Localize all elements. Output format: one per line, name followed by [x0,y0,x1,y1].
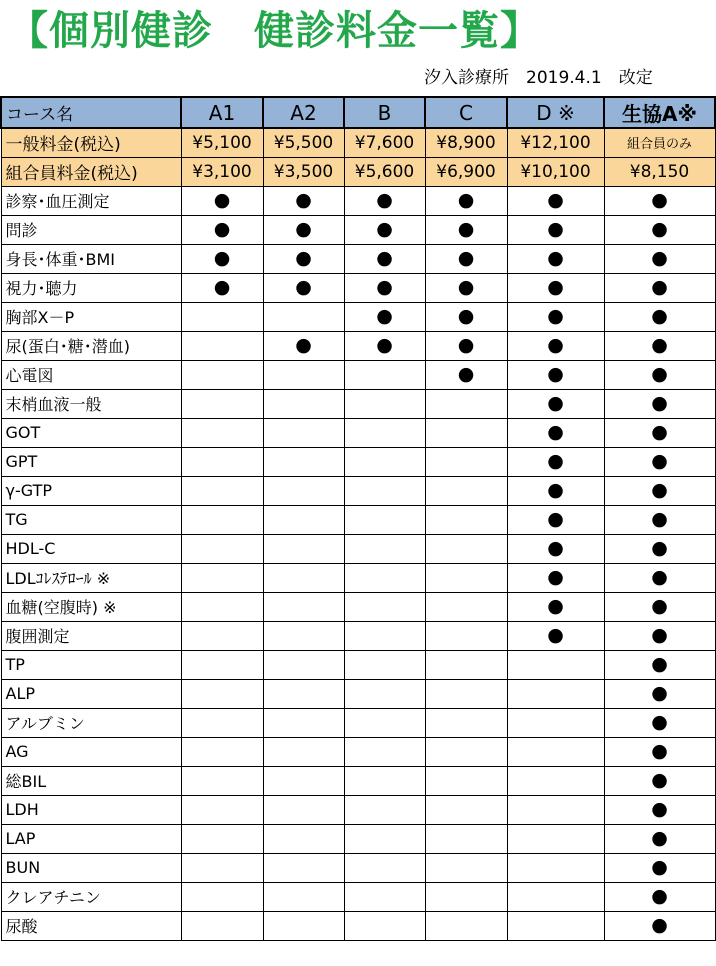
empty-cell [425,534,507,563]
empty-cell [425,650,507,679]
empty-cell [181,476,263,505]
exam-item-label: GPT [1,447,181,476]
included-dot-icon: ● [604,679,715,708]
empty-cell [507,737,604,766]
empty-cell [425,911,507,940]
empty-cell [344,563,425,592]
table-row [1,273,715,302]
empty-cell [263,563,344,592]
exam-item-label: 問診 [1,215,181,244]
empty-cell [181,592,263,621]
included-dot-icon: ● [604,186,715,215]
empty-cell [263,621,344,650]
empty-cell [263,592,344,621]
included-dot-icon: ● [507,389,604,418]
included-dot-icon: ● [507,215,604,244]
included-dot-icon: ● [507,505,604,534]
empty-cell [263,911,344,940]
included-dot-icon: ● [604,331,715,360]
column-header-b: B [344,97,425,128]
included-dot-icon: ● [344,331,425,360]
exam-item-label: BUN [1,853,181,882]
included-dot-icon: ● [181,244,263,273]
empty-cell [181,708,263,737]
table-row [1,302,715,331]
price-cell-d: ¥10,100 [507,157,604,186]
empty-cell [344,418,425,447]
table-row [1,505,715,534]
included-dot-icon: ● [507,244,604,273]
empty-cell [425,447,507,476]
included-dot-icon: ● [604,795,715,824]
exam-item-label: 総BIL [1,766,181,795]
included-dot-icon: ● [604,302,715,331]
empty-cell [181,563,263,592]
included-dot-icon: ● [507,331,604,360]
empty-cell [507,911,604,940]
empty-cell [263,476,344,505]
included-dot-icon: ● [604,911,715,940]
empty-cell [425,389,507,418]
included-dot-icon: ● [604,244,715,273]
empty-cell [181,621,263,650]
exam-item-label: アルブミン [1,708,181,737]
empty-cell [344,737,425,766]
empty-cell [181,389,263,418]
included-dot-icon: ● [604,824,715,853]
table-row [1,360,715,389]
empty-cell [425,708,507,737]
empty-cell [507,708,604,737]
exam-item-label: LAP [1,824,181,853]
included-dot-icon: ● [604,389,715,418]
exam-item-label: 胸部X－P [1,302,181,331]
column-header-a2: A2 [263,97,344,128]
table-row [1,215,715,244]
included-dot-icon: ● [604,592,715,621]
empty-cell [181,360,263,389]
empty-cell [425,592,507,621]
included-dot-icon: ● [604,476,715,505]
empty-cell [344,650,425,679]
table-row [1,650,715,679]
included-dot-icon: ● [604,737,715,766]
included-dot-icon: ● [507,418,604,447]
price-cell-b: ¥5,600 [344,157,425,186]
included-dot-icon: ● [604,563,715,592]
empty-cell [181,679,263,708]
empty-cell [344,592,425,621]
exam-item-label: AG [1,737,181,766]
included-dot-icon: ● [604,534,715,563]
fee-table [0,96,716,941]
included-dot-icon: ● [263,273,344,302]
included-dot-icon: ● [507,360,604,389]
included-dot-icon: ● [604,766,715,795]
empty-cell [263,360,344,389]
price-cell-a1: ¥5,100 [181,128,263,157]
table-row [1,476,715,505]
included-dot-icon: ● [263,186,344,215]
price-row-label: 一般料金(税込) [1,128,181,157]
column-header-a1: A1 [181,97,263,128]
table-row [1,824,715,853]
included-dot-icon: ● [604,273,715,302]
included-dot-icon: ● [507,534,604,563]
empty-cell [181,737,263,766]
exam-item-label: 診察･血圧測定 [1,186,181,215]
empty-cell [425,882,507,911]
empty-cell [181,911,263,940]
included-dot-icon: ● [507,186,604,215]
column-header-d: D ※ [507,97,604,128]
empty-cell [425,795,507,824]
exam-item-label: 腹囲測定 [1,621,181,650]
table-row [1,882,715,911]
empty-cell [425,737,507,766]
included-dot-icon: ● [263,215,344,244]
table-row [1,244,715,273]
empty-cell [344,534,425,563]
empty-cell [263,824,344,853]
included-dot-icon: ● [425,360,507,389]
empty-cell [181,766,263,795]
empty-cell [425,853,507,882]
exam-item-label: 身長･体重･BMI [1,244,181,273]
exam-item-label: 視力･聴力 [1,273,181,302]
empty-cell [507,824,604,853]
table-body [1,128,715,940]
empty-cell [181,302,263,331]
included-dot-icon: ● [425,331,507,360]
empty-cell [263,795,344,824]
price-cell-c: ¥6,900 [425,157,507,186]
empty-cell [425,505,507,534]
price-row [1,157,715,186]
included-dot-icon: ● [604,708,715,737]
empty-cell [263,505,344,534]
page-title: 【個別健診 健診料金一覧】 [8,8,541,54]
column-header-course-name: コース名 [1,97,181,128]
empty-cell [344,389,425,418]
empty-cell [263,447,344,476]
empty-cell [181,853,263,882]
price-cell-coop-a: 組合員のみ [604,128,715,157]
included-dot-icon: ● [507,273,604,302]
exam-item-label: HDL-C [1,534,181,563]
empty-cell [344,824,425,853]
empty-cell [344,476,425,505]
empty-cell [344,360,425,389]
empty-cell [344,911,425,940]
included-dot-icon: ● [344,186,425,215]
empty-cell [181,447,263,476]
empty-cell [344,679,425,708]
included-dot-icon: ● [425,186,507,215]
exam-item-label: LDLｺﾚｽﾃﾛｰﾙ ※ [1,563,181,592]
table-row [1,592,715,621]
table-row [1,389,715,418]
empty-cell [507,766,604,795]
exam-item-label: TG [1,505,181,534]
empty-cell [181,795,263,824]
price-cell-d: ¥12,100 [507,128,604,157]
included-dot-icon: ● [425,244,507,273]
empty-cell [263,708,344,737]
price-cell-coop-a: ¥8,150 [604,157,715,186]
empty-cell [507,650,604,679]
included-dot-icon: ● [263,331,344,360]
included-dot-icon: ● [507,447,604,476]
empty-cell [263,389,344,418]
empty-cell [181,331,263,360]
clinic-revision-note: 汐入診療所 2019.4.1 改定 [424,68,653,88]
included-dot-icon: ● [344,273,425,302]
empty-cell [263,302,344,331]
empty-cell [344,766,425,795]
empty-cell [425,766,507,795]
included-dot-icon: ● [604,650,715,679]
included-dot-icon: ● [507,592,604,621]
included-dot-icon: ● [604,505,715,534]
empty-cell [344,853,425,882]
included-dot-icon: ● [604,621,715,650]
exam-item-label: γ-GTP [1,476,181,505]
included-dot-icon: ● [507,302,604,331]
included-dot-icon: ● [604,447,715,476]
included-dot-icon: ● [425,302,507,331]
exam-item-label: 尿(蛋白･糖･潜血) [1,331,181,360]
exam-item-label: TP [1,650,181,679]
table-row [1,447,715,476]
empty-cell [263,679,344,708]
empty-cell [181,882,263,911]
empty-cell [181,505,263,534]
included-dot-icon: ● [263,244,344,273]
exam-item-label: クレアチニン [1,882,181,911]
empty-cell [344,447,425,476]
included-dot-icon: ● [604,418,715,447]
empty-cell [425,563,507,592]
included-dot-icon: ● [604,360,715,389]
table-row [1,737,715,766]
empty-cell [425,621,507,650]
price-cell-a2: ¥3,500 [263,157,344,186]
included-dot-icon: ● [425,273,507,302]
included-dot-icon: ● [507,476,604,505]
table-row [1,621,715,650]
price-row-label: 組合員料金(税込) [1,157,181,186]
empty-cell [181,824,263,853]
empty-cell [263,737,344,766]
price-cell-b: ¥7,600 [344,128,425,157]
empty-cell [181,650,263,679]
empty-cell [344,708,425,737]
table-row [1,766,715,795]
table-row [1,795,715,824]
empty-cell [507,882,604,911]
empty-cell [344,795,425,824]
exam-item-label: ALP [1,679,181,708]
table-row [1,534,715,563]
empty-cell [344,621,425,650]
included-dot-icon: ● [425,215,507,244]
empty-cell [181,534,263,563]
table-row [1,708,715,737]
empty-cell [507,679,604,708]
empty-cell [344,882,425,911]
empty-cell [425,476,507,505]
price-cell-a2: ¥5,500 [263,128,344,157]
empty-cell [263,650,344,679]
included-dot-icon: ● [507,621,604,650]
column-header-c: C [425,97,507,128]
included-dot-icon: ● [344,215,425,244]
included-dot-icon: ● [181,273,263,302]
table-row [1,911,715,940]
empty-cell [263,766,344,795]
exam-item-label: 血糖(空腹時) ※ [1,592,181,621]
table-row [1,679,715,708]
empty-cell [425,418,507,447]
empty-cell [263,418,344,447]
empty-cell [263,534,344,563]
included-dot-icon: ● [507,563,604,592]
table-row [1,563,715,592]
empty-cell [181,418,263,447]
empty-cell [263,882,344,911]
empty-cell [344,505,425,534]
column-header-coop-a: 生協A※ [604,97,715,128]
table-row [1,331,715,360]
exam-item-label: 尿酸 [1,911,181,940]
included-dot-icon: ● [604,853,715,882]
exam-item-label: 末梢血液一般 [1,389,181,418]
price-cell-a1: ¥3,100 [181,157,263,186]
empty-cell [507,853,604,882]
exam-item-label: 心電図 [1,360,181,389]
table-row [1,418,715,447]
table-row [1,186,715,215]
included-dot-icon: ● [604,215,715,244]
exam-item-label: GOT [1,418,181,447]
empty-cell [425,679,507,708]
included-dot-icon: ● [181,215,263,244]
included-dot-icon: ● [344,244,425,273]
included-dot-icon: ● [604,882,715,911]
included-dot-icon: ● [344,302,425,331]
empty-cell [507,795,604,824]
included-dot-icon: ● [181,186,263,215]
price-row [1,128,715,157]
price-cell-c: ¥8,900 [425,128,507,157]
exam-item-label: LDH [1,795,181,824]
empty-cell [263,853,344,882]
table-header-row [1,97,715,128]
table-row [1,853,715,882]
empty-cell [425,824,507,853]
